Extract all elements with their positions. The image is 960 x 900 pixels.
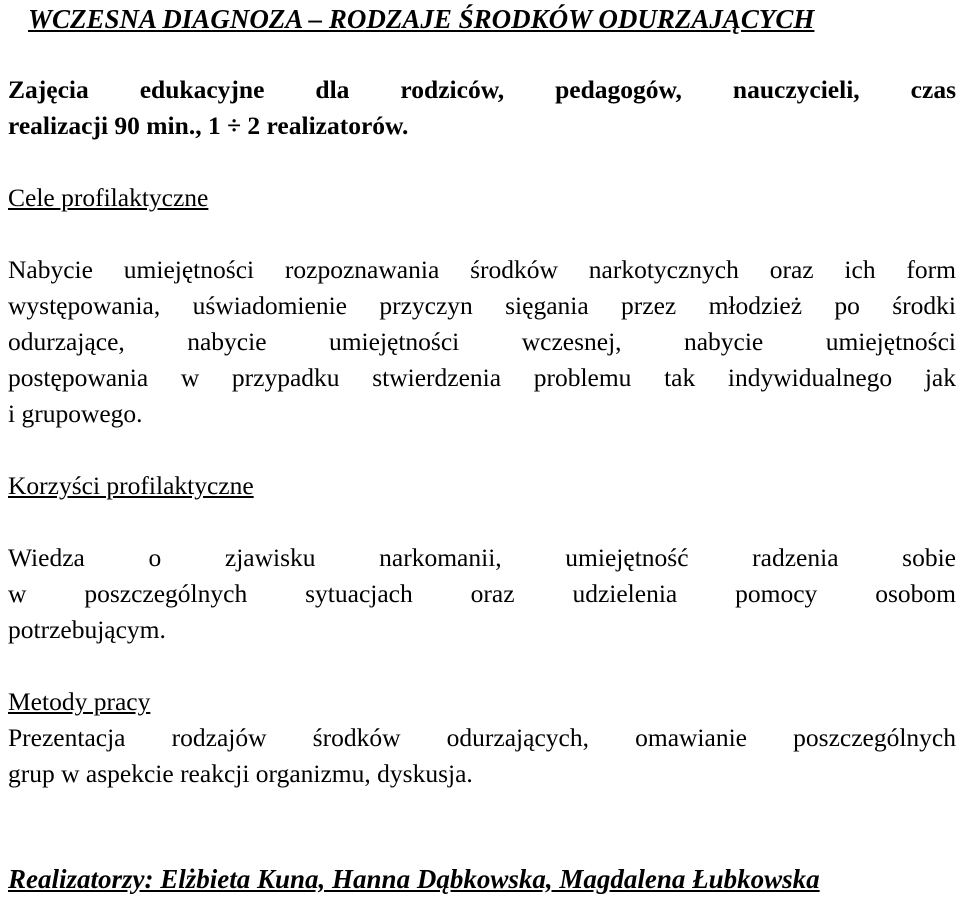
benefits-heading: Korzyści profilaktyczne	[8, 471, 254, 500]
methods-line-1: Prezentacja rodzajów środków odurzających, omawianie poszczególnych	[8, 723, 956, 752]
goals-line-1: Nabycie umiejętności rozpoznawania środków narkotycznych oraz ich form	[8, 255, 956, 284]
authors-line: Realizatorzy: Elżbieta Kuna, Hanna Dąbkowska, Magdalena Łubkowska	[8, 864, 820, 894]
benefits-line-2: w poszczególnych sytuacjach oraz udzielenia pomocy osobom	[8, 579, 956, 608]
document-title: WCZESNA DIAGNOZA – RODZAJE ŚRODKÓW ODURZAJĄCYCH	[28, 4, 815, 34]
goals-line-3: odurzające, nabycie umiejętności wczesnej, nabycie umiejętności	[8, 327, 956, 356]
goals-heading: Cele profilaktyczne	[8, 183, 209, 212]
methods-heading: Metody pracy	[8, 687, 151, 716]
goals-line-4: postępowania w przypadku stwierdzenia problemu tak indywidualnego jak	[8, 363, 956, 392]
goals-line-2: występowania, uświadomienie przyczyn sięgania przez młodzież po środki	[8, 291, 956, 320]
methods-line-2: grup w aspekcie reakcji organizmu, dyskusja.	[8, 759, 473, 788]
benefits-line-3: potrzebującym.	[8, 615, 166, 644]
benefits-line-1: Wiedza o zjawisku narkomanii, umiejętność radzenia sobie	[8, 543, 956, 572]
intro-line-1: Zajęcia edukacyjne dla rodziców, pedagogów, nauczycieli, czas	[8, 75, 956, 104]
intro-line-2: realizacji 90 min., 1 ÷ 2 realizatorów.	[8, 111, 409, 140]
goals-line-5: i grupowego.	[8, 399, 143, 428]
